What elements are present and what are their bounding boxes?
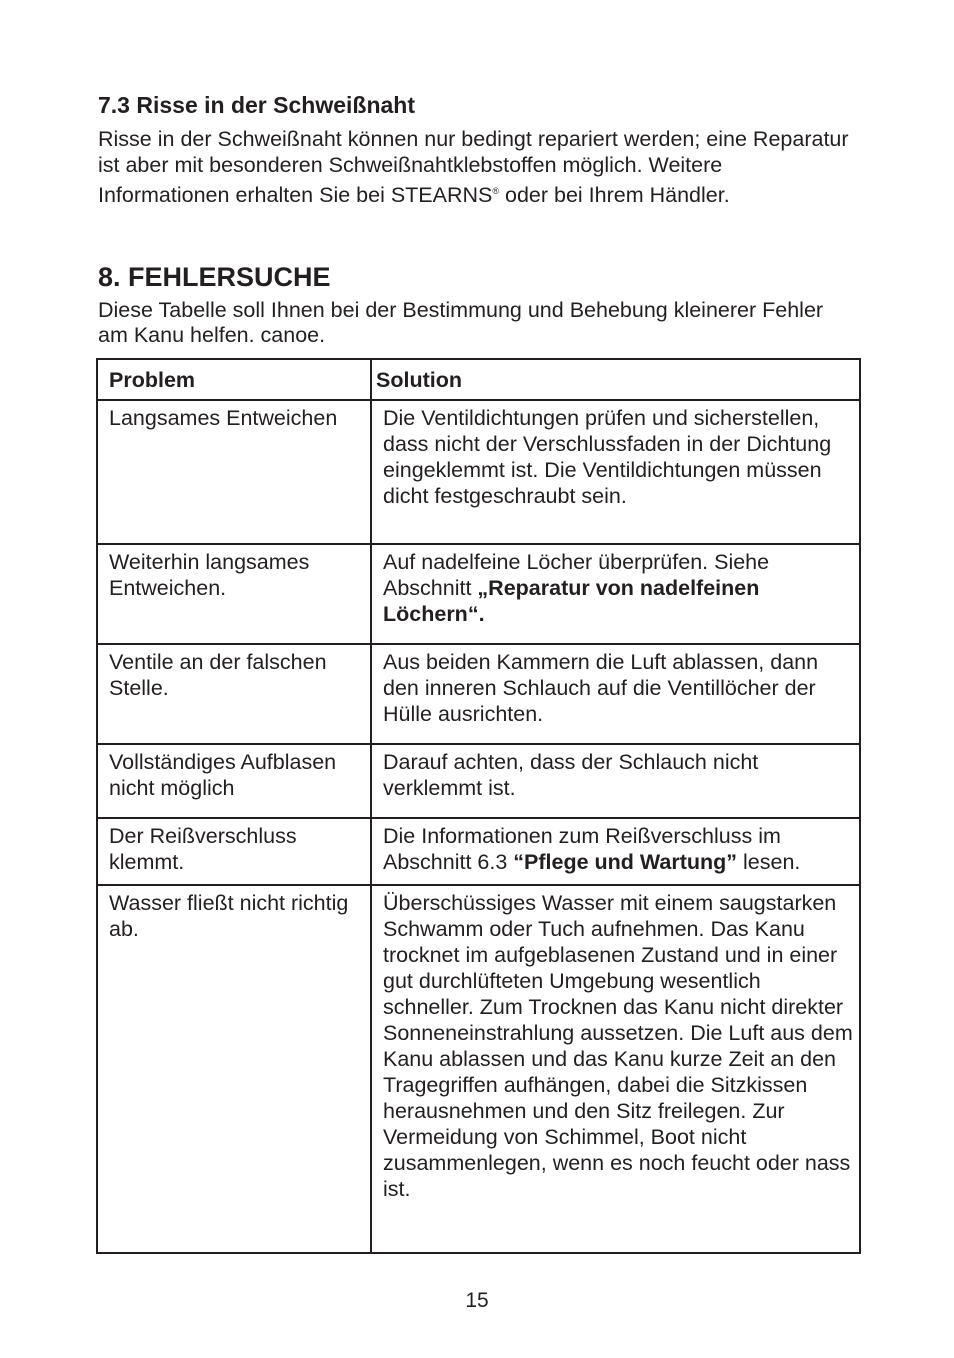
- solution-cell: Die Ventildichtungen prüfen und sicherstellen, dass nicht der Verschlussfaden in der Dichtung eingeklemmt ist. Die Ventildichtungen müssen dicht festgeschraubt sein.: [371, 400, 860, 544]
- section-reference: „Reparatur von nadelfeinen Löchern“.: [383, 576, 760, 626]
- section-7-3-paragraph: [98, 126, 858, 208]
- section-7-3-text-1: Risse in der Schweißnaht können nur bedingt repariert werden; eine Reparatur ist aber mit besonderen Schweißnahtklebstoffen möglich. Weitere Informationen erhalten Sie bei STEARNS: [98, 127, 849, 207]
- table-row: [97, 885, 860, 1253]
- problem-cell: Der Reißverschluss klemmt.: [97, 818, 371, 885]
- problem-cell: Vollständiges Aufblasen nicht möglich: [97, 744, 371, 818]
- problem-cell: Weiterhin langsames Entweichen.: [97, 544, 371, 644]
- solution-cell: Aus beiden Kammern die Luft ablassen, dann den inneren Schlauch auf die Ventillöcher der Hülle ausrichten.: [371, 644, 860, 744]
- header-solution: Solution: [371, 359, 860, 400]
- section-7-3-heading: 7.3 Risse in der Schweißnaht: [98, 92, 415, 118]
- page-number: 15: [465, 1289, 489, 1312]
- section-8-intro: Diese Tabelle soll Ihnen bei der Bestimmung und Behebung kleinerer Fehler am Kanu helfen. canoe.: [98, 298, 824, 347]
- table-row: [97, 744, 860, 818]
- table-row: [97, 400, 860, 544]
- section-7-3: [98, 90, 858, 208]
- solution-cell: Die Informationen zum Reißverschluss im Abschnitt 6.3 “Pflege und Wartung” lesen.: [371, 818, 860, 885]
- table-row: [97, 818, 860, 885]
- section-7-3-text-2: oder bei Ihrem Händler.: [499, 183, 730, 207]
- problem-cell: Langsames Entweichen: [97, 400, 371, 544]
- table-header-row: [97, 359, 860, 400]
- solution-cell: Darauf achten, dass der Schlauch nicht verklemmt ist.: [371, 744, 860, 818]
- registered-mark: ®: [492, 186, 500, 196]
- problem-cell: Wasser fließt nicht richtig ab.: [97, 885, 371, 1253]
- solution-cell: Auf nadelfeine Löcher überprüfen. Siehe Abschnitt „Reparatur von nadelfeinen Löchern“.: [371, 544, 860, 644]
- table-row: [97, 644, 860, 744]
- section-8: [98, 260, 858, 348]
- troubleshooting-table: [96, 358, 861, 1254]
- solution-cell: Überschüssiges Wasser mit einem saugstarken Schwamm oder Tuch aufnehmen. Das Kanu trocknet im aufgeblasenen Zustand und in einer gut durchlüfteten Umgebung wesentlich schneller. Zum Trocknen das Kanu nicht direkter Sonneneinstrahlung aussetzen. Die Luft aus dem Kanu ablassen und das Kanu kurze Zeit an den Tragegriffen aufhängen, dabei die Sitzkissen herausnehmen und den Sitz freilegen. Zur Vermeidung von Schimmel, Boot nicht zusammenlegen, wenn es noch feucht oder nass ist.: [371, 885, 860, 1253]
- section-reference: “Pflege und Wartung”: [513, 850, 738, 874]
- header-problem: Problem: [97, 359, 371, 400]
- table-row: [97, 544, 860, 644]
- section-8-heading: 8. FEHLERSUCHE: [98, 262, 331, 292]
- problem-cell: Ventile an der falschen Stelle.: [97, 644, 371, 744]
